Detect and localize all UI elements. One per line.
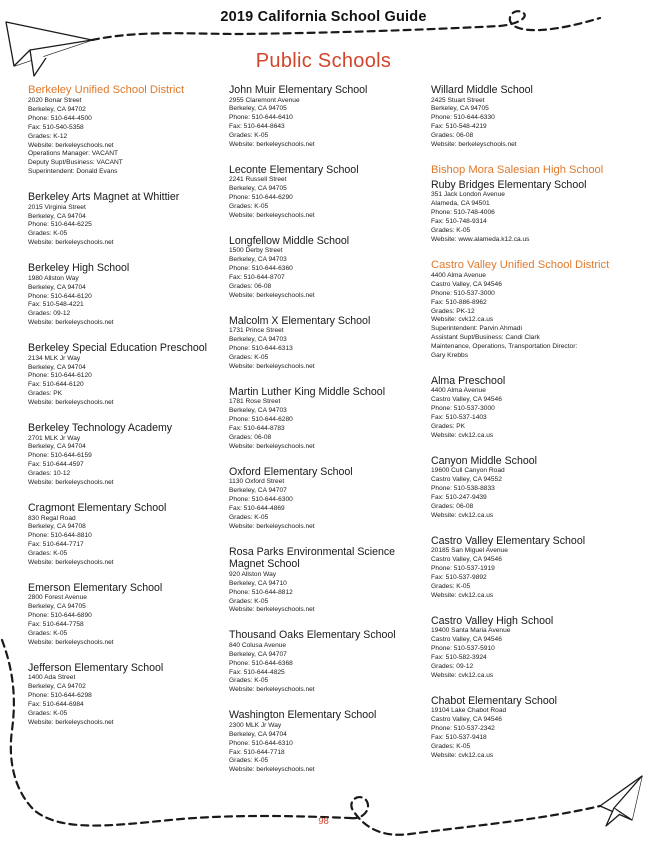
detail-line: 1400 Ada Street bbox=[28, 674, 76, 682]
detail-line: Berkeley, CA 94704 bbox=[28, 363, 86, 371]
school-entry bbox=[431, 179, 631, 245]
detail-line: Berkeley, CA 94708 bbox=[28, 523, 86, 531]
fax-line: Fax: 510-247-9439 bbox=[431, 494, 487, 502]
detail-line: Berkeley, CA 94710 bbox=[229, 579, 287, 587]
website-line: Website: berkeleyschools.net bbox=[229, 522, 315, 530]
grades-line: Grades: PK-12 bbox=[431, 307, 475, 315]
phone-line: Phone: 510-644-6313 bbox=[229, 345, 293, 353]
website-line: Website: cvk12.ca.us bbox=[431, 751, 494, 759]
fax-line: Fax: 510-644-8707 bbox=[229, 274, 285, 282]
grades-line: Grades: K-05 bbox=[229, 354, 269, 362]
phone-line: Phone: 510-644-6298 bbox=[28, 692, 92, 700]
detail-line: 2241 Russell Street bbox=[229, 176, 287, 184]
fax-line: Fax: 510-644-4597 bbox=[28, 461, 84, 469]
detail-line: Castro Valley, CA 94546 bbox=[431, 396, 502, 404]
fax-line: Fax: 510-644-7758 bbox=[28, 621, 84, 629]
school-name: Malcolm X Elementary School bbox=[229, 314, 371, 327]
detail-line: Deputy Supt/Business: VACANT bbox=[28, 159, 123, 167]
detail-line: 1500 Derby Street bbox=[229, 247, 283, 255]
website-line: Website: cvk12.ca.us bbox=[431, 671, 494, 679]
school-name: Canyon Middle School bbox=[431, 454, 537, 467]
school-name: Alma Preschool bbox=[431, 374, 506, 387]
school-name: John Muir Elementary School bbox=[229, 84, 368, 96]
fax-line: Fax: 510-548-4221 bbox=[28, 301, 84, 309]
detail-line: 19600 Cull Canyon Road bbox=[431, 467, 505, 475]
website-line: Website: berkeleyschools.net bbox=[28, 399, 114, 407]
grades-line: Grades: 06-08 bbox=[431, 503, 474, 510]
school-name: Martin Luther King Middle School bbox=[229, 385, 386, 398]
grades-line: Grades: K-05 bbox=[229, 514, 269, 521]
grades-line: Grades: K-05 bbox=[229, 677, 269, 685]
website-line: Website: berkeleyschools.net bbox=[28, 718, 114, 726]
school-name: Berkeley Technology Academy bbox=[28, 422, 173, 435]
fax-line: Fax: 510-644-4825 bbox=[229, 668, 285, 676]
fax-line: Fax: 510-644-7717 bbox=[28, 541, 84, 549]
fax-line: Fax: 510-748-9314 bbox=[431, 218, 487, 226]
detail-line: 920 Allston Way bbox=[229, 570, 277, 578]
phone-line: Phone: 510-644-6300 bbox=[229, 496, 293, 504]
grades-line: Grades: PK bbox=[431, 423, 466, 431]
detail-line: Operations Manager: VACANT bbox=[28, 150, 119, 158]
district-entry bbox=[431, 259, 631, 361]
detail-line: Berkeley, CA 94705 bbox=[28, 603, 86, 611]
detail-line: 2020 Bonar Street bbox=[28, 97, 82, 104]
detail-line: 2425 Stuart Street bbox=[431, 96, 485, 104]
school-entry bbox=[28, 342, 228, 408]
phone-line: Phone: 510-644-6225 bbox=[28, 221, 92, 229]
fax-line: Fax: 510-644-4869 bbox=[229, 505, 285, 513]
website-line: Website: berkeleyschools.net bbox=[28, 239, 114, 247]
detail-line: 2701 MLK Jr Way bbox=[28, 434, 81, 442]
detail-line: 2015 Virginia Street bbox=[28, 203, 86, 211]
detail-line: Berkeley, CA 94707 bbox=[229, 487, 287, 495]
grades-line: Grades: K-05 bbox=[229, 203, 269, 211]
website-line: Website: berkeleyschools.net bbox=[229, 442, 315, 450]
fax-line: Fax: 510-644-7718 bbox=[229, 748, 285, 756]
school-entry bbox=[28, 422, 228, 488]
school-entry bbox=[431, 615, 631, 681]
fax-line: Fax: 510-644-8643 bbox=[229, 123, 285, 131]
phone-line: Phone: 510-644-6360 bbox=[229, 265, 293, 273]
grades-line: Grades: 09-12 bbox=[28, 310, 71, 318]
district-name: Bishop Mora Salesian High School bbox=[431, 163, 604, 176]
fax-line: Fax: 510-537-9892 bbox=[431, 574, 487, 582]
phone-line: Phone: 510-644-6368 bbox=[229, 659, 293, 667]
grades-line: Grades: PK bbox=[28, 390, 63, 398]
school-name: Jefferson Elementary School bbox=[28, 661, 164, 674]
phone-line: Phone: 510-644-8810 bbox=[28, 532, 92, 540]
school-entry bbox=[28, 662, 228, 728]
school-entry bbox=[229, 315, 429, 372]
grades-line: Grades: K-05 bbox=[28, 710, 68, 717]
detail-line: 351 Jack London Avenue bbox=[431, 191, 505, 199]
phone-line: Phone: 510-748-4006 bbox=[431, 209, 495, 217]
website-line: Website: berkeleyschools.net bbox=[229, 363, 315, 371]
school-entry bbox=[229, 709, 429, 775]
detail-line: Berkeley, CA 94704 bbox=[28, 212, 86, 220]
district-name: Berkeley Unified School District bbox=[28, 84, 185, 96]
detail-line: Berkeley, CA 94704 bbox=[229, 730, 287, 738]
school-name: Ruby Bridges Elementary School bbox=[431, 178, 587, 191]
grades-line: Grades: K-05 bbox=[28, 230, 68, 238]
school-entry bbox=[229, 629, 429, 695]
website-line: Website: berkeleyschools.net bbox=[229, 606, 315, 614]
phone-line: Phone: 510-538-8833 bbox=[431, 485, 495, 493]
school-name: Berkeley Arts Magnet at Whittier bbox=[28, 191, 180, 204]
fax-line: Fax: 510-540-5358 bbox=[28, 123, 84, 131]
phone-line: Phone: 510-644-6280 bbox=[229, 416, 293, 424]
detail-line: Berkeley, CA 94704 bbox=[28, 283, 86, 291]
detail-line: Maintenance, Operations, Transportation Director: bbox=[431, 343, 578, 351]
phone-line: Phone: 510-537-3000 bbox=[431, 289, 495, 297]
grades-line: Grades: 06-08 bbox=[229, 434, 272, 442]
detail-line: Berkeley, CA 94705 bbox=[229, 185, 287, 193]
school-entry bbox=[229, 84, 429, 150]
phone-line: Phone: 510-644-6120 bbox=[28, 292, 92, 300]
school-entry bbox=[28, 582, 228, 648]
school-name: Oxford Elementary School bbox=[229, 465, 353, 478]
detail-line: 4400 Alma Avenue bbox=[431, 271, 486, 279]
fax-line: Fax: 510-644-8783 bbox=[229, 425, 285, 433]
guide-title: 2019 California School Guide bbox=[220, 9, 427, 25]
school-name: Berkeley Special Education Preschool bbox=[28, 342, 208, 355]
detail-line: Berkeley, CA 94705 bbox=[431, 105, 489, 113]
detail-line: Gary Krebbs bbox=[431, 352, 469, 360]
page-number: 98 bbox=[318, 816, 329, 827]
grades-line: Grades: K-05 bbox=[431, 227, 471, 235]
detail-line: 19104 Lake Chabot Road bbox=[431, 707, 507, 715]
grades-line: Grades: 06-08 bbox=[431, 132, 474, 140]
website-line: Website: berkeleyschools.net bbox=[28, 479, 114, 487]
grades-line: Grades: K-05 bbox=[229, 597, 269, 605]
detail-line: 2134 MLK Jr Way bbox=[28, 354, 81, 362]
school-name: Washington Elementary School bbox=[229, 709, 377, 722]
detail-line: Berkeley, CA 94703 bbox=[229, 336, 287, 344]
detail-line: Castro Valley, CA 94552 bbox=[431, 476, 502, 484]
phone-line: Phone: 510-537-1919 bbox=[431, 565, 495, 573]
detail-line: 19400 Santa Maria Avenue bbox=[431, 627, 511, 635]
detail-line: 2800 Forest Avenue bbox=[28, 594, 87, 602]
phone-line: Phone: 510-537-3000 bbox=[431, 405, 495, 413]
detail-line: 20185 San Miguel Avenue bbox=[431, 547, 508, 555]
phone-line: Phone: 510-644-6890 bbox=[28, 612, 92, 620]
detail-line: 2300 MLK Jr Way bbox=[229, 721, 282, 729]
detail-line: Superintendent: Parvin Ahmadi bbox=[431, 325, 522, 333]
fax-line: Fax: 510-537-1403 bbox=[431, 414, 487, 422]
grades-line: Grades: K-05 bbox=[28, 630, 68, 638]
phone-line: Phone: 510-644-4500 bbox=[28, 114, 92, 122]
website-line: Website: berkeleyschools.net bbox=[28, 319, 114, 327]
school-name: Longfellow Middle School bbox=[229, 234, 350, 247]
detail-line: 830 Regal Road bbox=[28, 514, 76, 522]
phone-line: Phone: 510-644-6410 bbox=[229, 114, 293, 122]
website-line: Website: berkeleyschools.net bbox=[229, 766, 315, 774]
detail-line: Alameda, CA 94501 bbox=[431, 200, 490, 208]
detail-line: 2955 Claremont Avenue bbox=[229, 96, 300, 104]
section-title: Public Schools bbox=[255, 50, 392, 72]
website-line: Website: berkeleyschools.net bbox=[28, 638, 114, 646]
school-name: Thousand Oaks Elementary School bbox=[229, 629, 396, 642]
school-name: Cragmont Elementary School bbox=[28, 502, 167, 514]
detail-line: 1781 Rose Street bbox=[229, 398, 281, 406]
phone-line: Phone: 510-644-6310 bbox=[229, 739, 293, 747]
phone-line: Phone: 510-644-6290 bbox=[229, 194, 293, 202]
phone-line: Phone: 510-644-6330 bbox=[431, 114, 495, 122]
website-line: Website: berkeleyschools.net bbox=[229, 141, 315, 149]
detail-line: 840 Colusa Avenue bbox=[229, 641, 287, 649]
website-line: Website: berkeleyschools.net bbox=[229, 686, 315, 694]
grades-line: Grades: K-05 bbox=[229, 757, 269, 765]
detail-line: Berkeley, CA 94707 bbox=[229, 650, 287, 658]
website-line: Website: berkeleyschools.net bbox=[28, 141, 114, 149]
detail-line: Castro Valley, CA 94546 bbox=[431, 280, 502, 288]
fax-line: Fax: 510-644-6984 bbox=[28, 701, 84, 709]
detail-line: 1130 Oxford Street bbox=[229, 478, 285, 486]
detail-line: Assistant Supt/Business: Candi Clark bbox=[431, 334, 540, 342]
grades-line: Grades: K-05 bbox=[28, 550, 68, 558]
district-entry bbox=[28, 84, 228, 177]
phone-line: Phone: 510-537-2342 bbox=[431, 725, 495, 732]
grades-line: Grades: 10-12 bbox=[28, 470, 71, 478]
school-entry bbox=[431, 375, 631, 441]
school-entry bbox=[431, 695, 631, 761]
school-name: Willard Middle School bbox=[431, 84, 533, 96]
school-entry bbox=[28, 262, 228, 328]
detail-line: Superintendent: Donald Evans bbox=[28, 168, 118, 176]
fax-line: Fax: 510-582-3924 bbox=[431, 653, 487, 661]
website-line: Website: cvk12.ca.us bbox=[431, 431, 494, 439]
school-name: Rosa Parks Environmental Science Magnet School bbox=[229, 545, 396, 571]
detail-line: Castro Valley, CA 94546 bbox=[431, 556, 502, 564]
detail-line: 1731 Prince Street bbox=[229, 327, 284, 335]
school-entry bbox=[28, 191, 228, 248]
school-entry bbox=[229, 546, 429, 616]
school-entry bbox=[229, 466, 429, 532]
website-line: Website: berkeleyschools.net bbox=[229, 212, 315, 220]
detail-line: Berkeley, CA 94703 bbox=[229, 256, 287, 264]
district-entry bbox=[431, 164, 631, 177]
grades-line: Grades: K-05 bbox=[229, 132, 269, 140]
detail-line: 1980 Allston Way bbox=[28, 274, 79, 282]
school-name: Emerson Elementary School bbox=[28, 581, 163, 594]
detail-line: Berkeley, CA 94703 bbox=[229, 407, 287, 415]
detail-line: 4400 Alma Avenue bbox=[431, 387, 486, 395]
phone-line: Phone: 510-537-5910 bbox=[431, 645, 495, 653]
school-name: Castro Valley High School bbox=[431, 614, 554, 627]
grades-line: Grades: 06-08 bbox=[229, 283, 272, 291]
school-entry bbox=[229, 164, 429, 221]
website-line: Website: berkeleyschools.net bbox=[28, 559, 114, 567]
website-line: Website: berkeleyschools.net bbox=[431, 141, 517, 149]
grades-line: Grades: 09-12 bbox=[431, 662, 474, 670]
listing-column-3 bbox=[431, 84, 631, 775]
detail-line: Berkeley, CA 94705 bbox=[229, 105, 287, 113]
district-name: Castro Valley Unified School District bbox=[431, 258, 610, 271]
detail-line: Castro Valley, CA 94546 bbox=[431, 716, 502, 724]
school-entry bbox=[229, 386, 429, 452]
listing-column-1 bbox=[28, 84, 228, 742]
school-entry bbox=[28, 502, 228, 568]
school-name: Castro Valley Elementary School bbox=[431, 534, 586, 547]
phone-line: Phone: 510-644-6159 bbox=[28, 452, 92, 460]
grades-line: Grades: K-05 bbox=[431, 582, 471, 590]
detail-line: Berkeley, CA 94702 bbox=[28, 683, 86, 691]
fax-line: Fax: 510-548-4219 bbox=[431, 123, 487, 131]
detail-line: Castro Valley, CA 94546 bbox=[431, 636, 502, 644]
phone-line: Phone: 510-644-8812 bbox=[229, 588, 293, 596]
fax-line: Fax: 510-886-8962 bbox=[431, 298, 487, 306]
school-entry bbox=[431, 535, 631, 601]
fax-line: Fax: 510-644-6120 bbox=[28, 381, 84, 389]
school-entry bbox=[431, 84, 631, 150]
school-name: Leconte Elementary School bbox=[229, 163, 359, 176]
website-line: Website: www.alameda.k12.ca.us bbox=[431, 235, 530, 243]
grades-line: Grades: K-05 bbox=[431, 742, 471, 750]
website-line: Website: berkeleyschools.net bbox=[229, 292, 315, 299]
detail-line: Berkeley, CA 94704 bbox=[28, 443, 86, 451]
website-line: Website: cvk12.ca.us bbox=[431, 511, 494, 519]
school-entry bbox=[431, 455, 631, 521]
detail-line: Berkeley, CA 94702 bbox=[28, 105, 86, 113]
fax-line: Fax: 510-537-9418 bbox=[431, 733, 487, 741]
website-line: Website: cvk12.ca.us bbox=[431, 591, 494, 599]
school-name: Berkeley High School bbox=[28, 262, 130, 275]
listing-column-2 bbox=[229, 84, 429, 789]
school-name: Chabot Elementary School bbox=[431, 694, 558, 707]
phone-line: Phone: 510-644-6120 bbox=[28, 372, 92, 380]
school-entry bbox=[229, 235, 429, 301]
grades-line: Grades: K-12 bbox=[28, 132, 68, 140]
website-line: Website: cvk12.ca.us bbox=[431, 316, 494, 324]
